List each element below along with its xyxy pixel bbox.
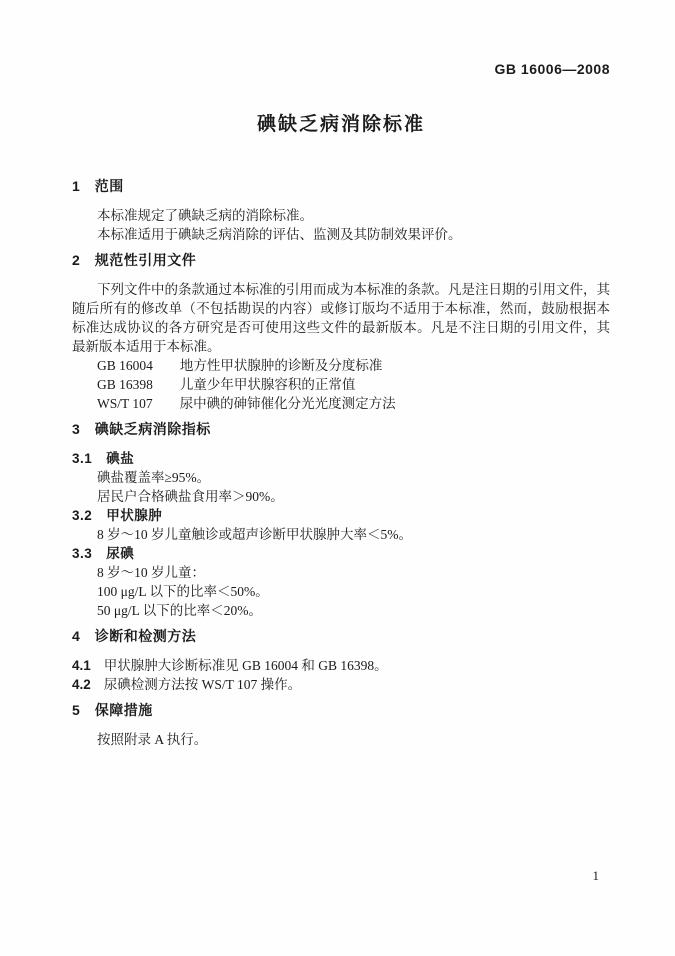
safeguard-line: 按照附录 A 执行。 — [96, 732, 208, 747]
scope-line: 本标准规定了碘缺乏病的消除标准。 — [96, 208, 313, 223]
clause-text: 甲状腺肿大诊断标准见 GB 16004 和 GB 16398。 — [103, 658, 388, 673]
section-elimination-indicators — [72, 420, 610, 620]
urinary-iodine-line: 50 μg/L 以下的比率＜20%。 — [96, 603, 262, 618]
clause — [72, 675, 610, 694]
standard-code: GB 16006—2008 — [494, 61, 610, 77]
subsection-goiter-heading: 3.2 甲状腺肿 — [72, 508, 163, 523]
reference-item: WS/T 107 尿中碘的砷铈催化分光光度测定方法 — [96, 396, 396, 411]
section-diagnosis-methods — [72, 627, 610, 694]
section-normative-references-heading: 2 规范性引用文件 — [72, 252, 197, 268]
reference-item: GB 16398 儿童少年甲状腺容积的正常值 — [96, 377, 356, 392]
urinary-iodine-line: 100 μg/L 以下的比率＜50%。 — [96, 584, 269, 599]
document-title: 碘缺乏病消除标准 — [256, 114, 425, 135]
clause-number: 4.1 — [72, 658, 91, 673]
iodized-salt-line: 碘盐覆盖率≥95%。 — [96, 470, 211, 485]
section-safeguard-measures — [72, 701, 610, 749]
urinary-iodine-line: 8 岁～10 岁儿童： — [96, 565, 205, 580]
section-diagnosis-methods-heading: 4 诊断和检测方法 — [72, 628, 197, 644]
section-normative-references — [72, 251, 610, 413]
section-elimination-indicators-heading: 3 碘缺乏病消除指标 — [72, 421, 211, 437]
clause — [72, 656, 610, 675]
subsection-iodized-salt-heading: 3.1 碘盐 — [72, 451, 135, 466]
scope-line: 本标准适用于碘缺乏病消除的评估、监测及其防制效果评价。 — [96, 227, 462, 242]
clause-number: 4.2 — [72, 677, 91, 692]
section-scope-heading: 1 范围 — [72, 178, 124, 194]
section-scope — [72, 177, 610, 244]
subsection-urinary-iodine-heading: 3.3 尿碘 — [72, 546, 135, 561]
section-safeguard-measures-heading: 5 保障措施 — [72, 702, 153, 718]
document-header — [72, 60, 610, 79]
clause-text: 尿碘检测方法按 WS/T 107 操作。 — [103, 677, 302, 692]
page-number: 1 — [592, 868, 599, 883]
reference-item: GB 16004 地方性甲状腺肿的诊断及分度标准 — [96, 358, 383, 373]
iodized-salt-line: 居民户合格碘盐食用率＞90%。 — [96, 489, 284, 504]
normative-references-paragraph: 下列文件中的条款通过本标准的引用而成为本标准的条款。凡是注日期的引用文件，其随后所有的修改单（不包括勘误的内容）或修订版均不适用于本标准，然而，鼓励根据本标准达成协议的各方研究是否可使用这些文件的最新版本。凡是不注日期的引用文件，其最新版本适用于本标准。 — [72, 282, 610, 354]
goiter-line: 8 岁～10 岁儿童触诊或超声诊断甲状腺肿大率＜5%。 — [96, 527, 412, 542]
